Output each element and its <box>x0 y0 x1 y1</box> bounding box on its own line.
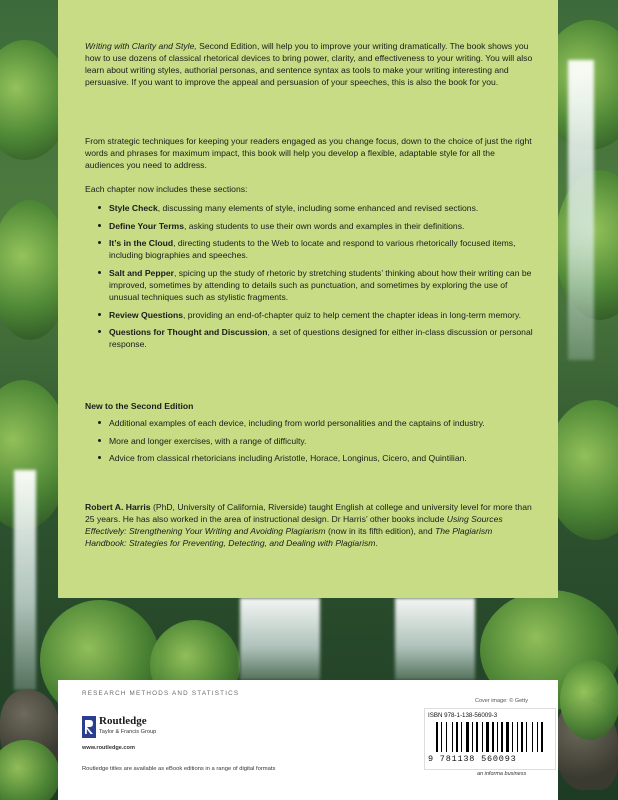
barcode-bar <box>526 722 527 752</box>
barcode-bar <box>486 722 489 752</box>
barcode-bar <box>528 722 531 752</box>
barcode-bar <box>441 722 442 752</box>
barcode-bar <box>490 722 491 752</box>
barcode-bar <box>532 722 533 752</box>
bullet-icon <box>98 421 101 424</box>
sections-intro: Each chapter now includes these sections: <box>85 184 248 194</box>
list-item: Salt and Pepper, spicing up the study of rhetoric by stretching students’ thinking about how their writing can be improved, sometimes by attending to details such as punctuation, and sometimes by exploring the use of unusual techniques such as stylistic fragments. <box>85 267 535 303</box>
list-item: More and longer exercises, with a range of difficulty. <box>85 435 535 447</box>
bullet-icon <box>98 330 101 333</box>
barcode-bar <box>472 722 473 752</box>
barcode-bar <box>506 722 509 752</box>
barcode-bar <box>482 722 483 752</box>
barcode-bar <box>519 722 520 752</box>
list-item: Questions for Thought and Discussion, a set of questions designed for either in-class discussion or personal response. <box>85 326 535 350</box>
barcode-bar <box>524 722 525 752</box>
bullet-icon <box>98 271 101 274</box>
author-bio: Robert A. Harris (PhD, University of California, Riverside) taught English at college and university level for more than 25 years. He has also worked in the area of instructional design. Dr Harris’ other books include Using Sources Effectively: Strengthening Your Writing and Avoiding Plagiarism (now in its fifth edition), and The Plagiarism Handbook: Strategies for Preventing, Detecting, and Dealing with Plagiarism. <box>85 502 532 549</box>
barcode-bar <box>537 722 538 752</box>
barcode-bar <box>495 722 496 752</box>
barcode-bar <box>463 722 465 752</box>
list-item: It’s in the Cloud, directing students to the Web to locate and respond to various rhetorically focused items, including biographies and speeches. <box>85 237 535 261</box>
new-edition-list <box>85 417 535 470</box>
publisher-name: Routledge <box>99 715 147 727</box>
publisher-website[interactable]: www.routledge.com <box>82 745 135 751</box>
bullet-icon <box>98 456 101 459</box>
barcode-bar <box>504 722 505 752</box>
list-item: Style Check, discussing many elements of style, including some enhanced and revised sections. <box>85 202 535 214</box>
barcode-bar <box>446 722 447 752</box>
barcode-bar <box>474 722 475 752</box>
list-item: Define Your Terms, asking students to use their own words and examples in their definitions. <box>85 220 535 232</box>
barcode-bar <box>492 722 494 752</box>
barcode-bar <box>534 722 536 752</box>
list-item: Review Questions, providing an end-of-chapter quiz to help cement the chapter ideas in long-term memory. <box>85 309 535 321</box>
chapter-sections-list <box>85 202 535 356</box>
barcode-bar <box>436 722 438 752</box>
barcode-bar <box>439 722 440 752</box>
barcode-bar <box>479 722 481 752</box>
bullet-icon <box>98 206 101 209</box>
description-paragraph-2: From strategic techniques for keeping your readers engaged as you change focus, down to the choice of just the right words and phrases for maximum impact, this book will help you develop a flexible, adaptable style for all the audiences you need to address. <box>85 136 532 171</box>
barcode-bar <box>454 722 455 752</box>
barcode-bar <box>443 722 445 752</box>
barcode-bar <box>461 722 462 752</box>
barcode-bar <box>497 722 498 752</box>
book-title-italic: Writing with Clarity and Style, <box>85 41 197 51</box>
barcode-bar <box>510 722 511 752</box>
list-item: Additional examples of each device, including from world personalities and the captains of industry. <box>85 417 535 429</box>
barcode-bar <box>499 722 500 752</box>
routledge-logo-icon <box>82 716 96 738</box>
barcode-bar <box>476 722 478 752</box>
barcode-bar <box>517 722 518 752</box>
barcode-bar <box>501 722 503 752</box>
author-name: Robert A. Harris <box>85 502 151 512</box>
series-label: RESEARCH METHODS AND STATISTICS <box>82 690 240 697</box>
barcode-bar <box>452 722 453 752</box>
barcode-bar <box>514 722 516 752</box>
isbn-label: ISBN 978-1-138-56009-3 <box>428 712 498 719</box>
barcode-bar <box>541 722 543 752</box>
list-item: Advice from classical rhetoricians including Aristotle, Horace, Longinus, Cicero, and Quintilian. <box>85 452 535 464</box>
barcode-icon <box>436 722 544 752</box>
new-edition-heading: New to the Second Edition <box>85 401 194 411</box>
barcode-number: 9 781138 560093 <box>428 754 517 764</box>
barcode-bar <box>470 722 471 752</box>
cover-image-credit: Cover image: © Getty <box>475 698 528 704</box>
barcode-bar <box>459 722 460 752</box>
barcode-bar <box>521 722 523 752</box>
description-paragraph-1: Writing with Clarity and Style, Second Edition, will help you to improve your writing dramatically. The book shows you how to use dozens of classical rhetorical devices to bring power, clarity, and effectiveness to your writing. You will also learn about writing styles, authorial personas, and sentence syntax as tools to make your writing interesting and persuasive. If you want to improve the appeal and persuasion of your speeches, this is also the book for you. <box>85 41 533 88</box>
barcode-bar <box>512 722 513 752</box>
bullet-icon <box>98 439 101 442</box>
publisher-group: Taylor & Francis Group <box>99 729 157 735</box>
bullet-icon <box>98 224 101 227</box>
barcode-bar <box>539 722 540 752</box>
barcode-bar <box>456 722 458 752</box>
book-title-2: The Plagiarism Handbook: Strategies for Preventing, Detecting, and Dealing with Plagiarism <box>85 526 493 549</box>
bullet-icon <box>98 241 101 244</box>
barcode-bar <box>466 722 469 752</box>
ebook-note: Routledge titles are available as eBook editions in a range of digital formats <box>82 766 276 772</box>
bullet-icon <box>98 313 101 316</box>
barcode-bar <box>484 722 485 752</box>
barcode-bar <box>448 722 451 752</box>
book-title-1: Using Sources Effectively: Strengthening Your Writing and Avoiding Plagiarism <box>85 514 503 537</box>
informa-tagline: an informa business <box>477 771 527 777</box>
